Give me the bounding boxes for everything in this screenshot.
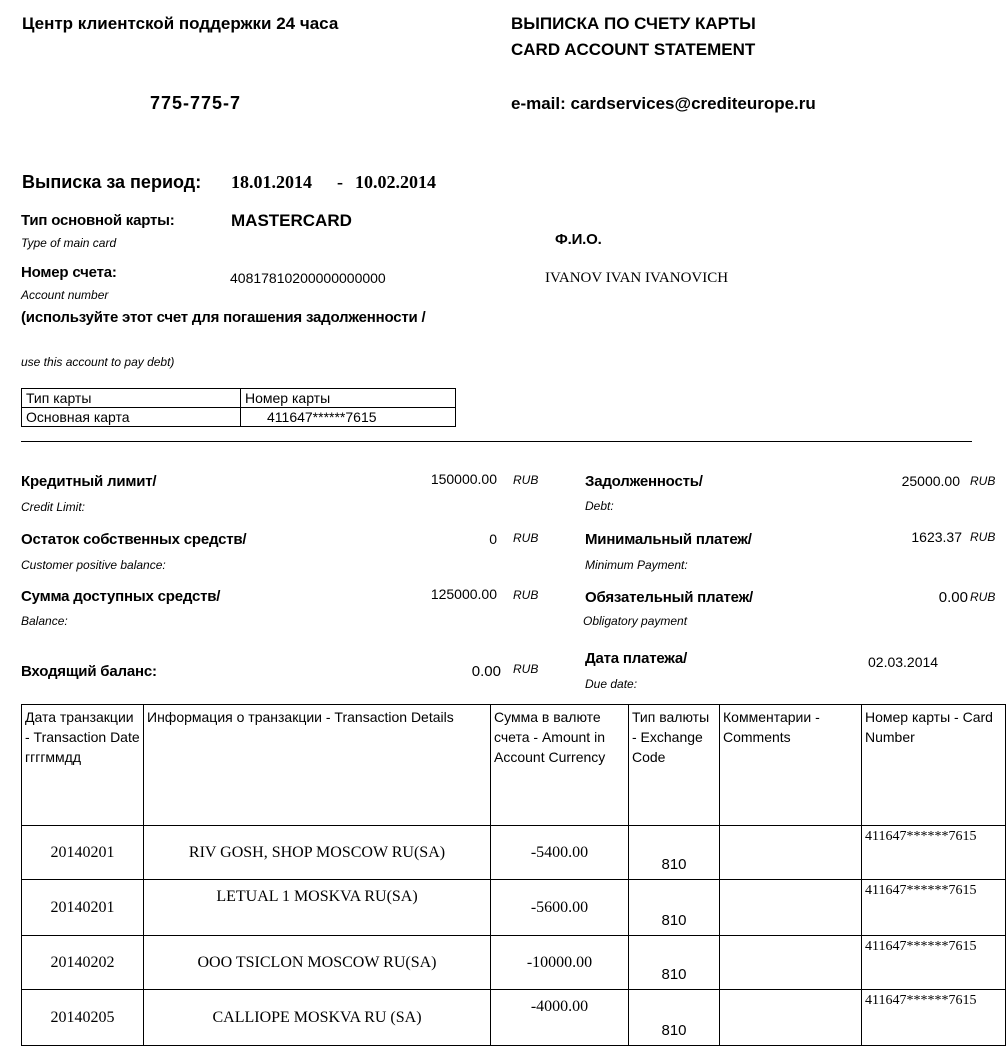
period-label: Выписка за период: — [22, 172, 202, 192]
tx-card-number: 411647******7615 — [862, 990, 1006, 1046]
due-date-label: Дата платежа/ — [585, 650, 688, 667]
available-funds-currency: RUB — [513, 588, 539, 602]
tx-amount: -4000.00 — [491, 990, 629, 1046]
credit-limit-value: 150000.00 — [430, 471, 497, 487]
tx-comment — [720, 936, 862, 990]
available-funds-label: Сумма доступных средств/ — [21, 588, 221, 605]
section-divider — [21, 441, 972, 442]
pay-debt-note-ru: (используйте этот счет для погашения задолженности / — [21, 309, 426, 326]
tx-comment — [720, 990, 862, 1046]
col-amount: Сумма в валюте счета - Amount in Account Currency — [491, 705, 629, 826]
cards-table-header — [22, 389, 456, 408]
tx-card-number: 411647******7615 — [862, 936, 1006, 990]
table-row — [22, 936, 1006, 990]
opening-balance-value: 0.00 — [471, 663, 501, 680]
card-number-cell: 411647******7615 — [241, 408, 456, 427]
tx-exchange-code: 810 — [629, 826, 720, 880]
debt-value: 25000.00 — [901, 473, 960, 489]
tx-amount: -10000.00 — [491, 936, 629, 990]
tx-card-number: 411647******7615 — [862, 880, 1006, 936]
min-payment-value: 1623.37 — [911, 529, 962, 545]
cards-table — [21, 388, 456, 427]
cards-table-row — [22, 408, 456, 427]
main-card-type-label-en: Type of main card — [21, 236, 117, 250]
cards-col-type: Тип карты — [22, 389, 241, 408]
own-funds-currency: RUB — [513, 531, 539, 545]
period-start: 18.01.2014 — [231, 172, 312, 192]
own-funds-label-en: Customer positive balance: — [21, 558, 166, 572]
tx-exchange-code: 810 — [629, 936, 720, 990]
tx-comment — [720, 826, 862, 880]
tx-details: RIV GOSH, SHOP MOSCOW RU(SA) — [144, 826, 491, 880]
support-center-title: Центр клиентской поддержки 24 часа — [22, 14, 339, 33]
tx-amount: -5400.00 — [491, 826, 629, 880]
cards-col-number: Номер карты — [241, 389, 456, 408]
available-funds-value: 125000.00 — [430, 586, 497, 602]
table-row — [22, 826, 1006, 880]
tx-amount: -5600.00 — [491, 880, 629, 936]
min-payment-label: Минимальный платеж/ — [585, 531, 752, 548]
col-exchange-code: Тип валюты - Exchange Code — [629, 705, 720, 826]
tx-card-number: 411647******7615 — [862, 826, 1006, 880]
debt-label: Задолженность/ — [585, 473, 703, 490]
obligatory-payment-currency: RUB — [970, 590, 996, 604]
account-number-label-en: Account number — [21, 288, 109, 302]
min-payment-currency: RUB — [970, 530, 996, 544]
debt-currency: RUB — [970, 474, 996, 488]
transactions-header — [22, 705, 1006, 826]
main-card-type-label: Тип основной карты: — [21, 212, 175, 229]
table-row — [22, 990, 1006, 1046]
credit-limit-currency: RUB — [513, 473, 539, 487]
obligatory-payment-label-en: Obligatory payment — [583, 614, 688, 628]
tx-exchange-code: 810 — [629, 990, 720, 1046]
fio-value: IVANOV IVAN IVANOVICH — [545, 270, 729, 286]
obligatory-payment-label: Обязательный платеж/ — [585, 589, 754, 606]
period-separator: - — [337, 172, 343, 192]
account-number-value: 40817810200000000000 — [230, 270, 386, 286]
period-end: 10.02.2014 — [355, 172, 436, 192]
col-comments: Комментарии - Comments — [720, 705, 862, 826]
support-phone: 775-775-7 — [150, 93, 242, 113]
tx-details: LETUAL 1 MOSKVA RU(SA) — [144, 880, 491, 936]
tx-details: CALLIOPE MOSKVA RU (SA) — [144, 990, 491, 1046]
debt-label-en: Debt: — [585, 499, 614, 513]
opening-balance-label: Входящий баланс: — [21, 663, 157, 680]
col-details: Информация о транзакции - Transaction Details — [144, 705, 491, 826]
card-type-cell: Основная карта — [22, 408, 241, 427]
tx-details: OOO TSICLON MOSCOW RU(SA) — [144, 936, 491, 990]
min-payment-label-en: Minimum Payment: — [585, 558, 688, 572]
statement-title-en: CARD ACCOUNT STATEMENT — [511, 40, 756, 59]
transactions-table — [21, 704, 1006, 1046]
support-email[interactable]: e-mail: cardservices@crediteurope.ru — [511, 94, 816, 113]
table-row — [22, 880, 1006, 936]
tx-exchange-code: 810 — [629, 880, 720, 936]
due-date-value: 02.03.2014 — [868, 654, 939, 670]
tx-comment — [720, 880, 862, 936]
statement-title-ru: ВЫПИСКА ПО СЧЕТУ КАРТЫ — [511, 14, 756, 33]
account-number-label: Номер счета: — [21, 264, 117, 281]
own-funds-label: Остаток собственных средств/ — [21, 531, 247, 548]
col-date: Дата транзакции - Transaction Date ггггммдд — [22, 705, 144, 826]
col-card-number: Номер карты - Card Number — [862, 705, 1006, 826]
available-funds-label-en: Balance: — [21, 614, 68, 628]
pay-debt-note-en: use this account to pay debt) — [21, 355, 175, 369]
tx-date: 20140201 — [22, 880, 144, 936]
tx-date: 20140202 — [22, 936, 144, 990]
opening-balance-currency: RUB — [513, 662, 539, 676]
main-card-type-value: MASTERCARD — [231, 211, 352, 230]
credit-limit-label-en: Credit Limit: — [21, 500, 86, 514]
obligatory-payment-value: 0.00 — [938, 589, 968, 606]
own-funds-value: 0 — [489, 531, 497, 547]
fio-label: Ф.И.О. — [555, 231, 602, 248]
due-date-label-en: Due date: — [585, 677, 638, 691]
tx-date: 20140201 — [22, 826, 144, 880]
credit-limit-label: Кредитный лимит/ — [21, 473, 157, 490]
tx-date: 20140205 — [22, 990, 144, 1046]
